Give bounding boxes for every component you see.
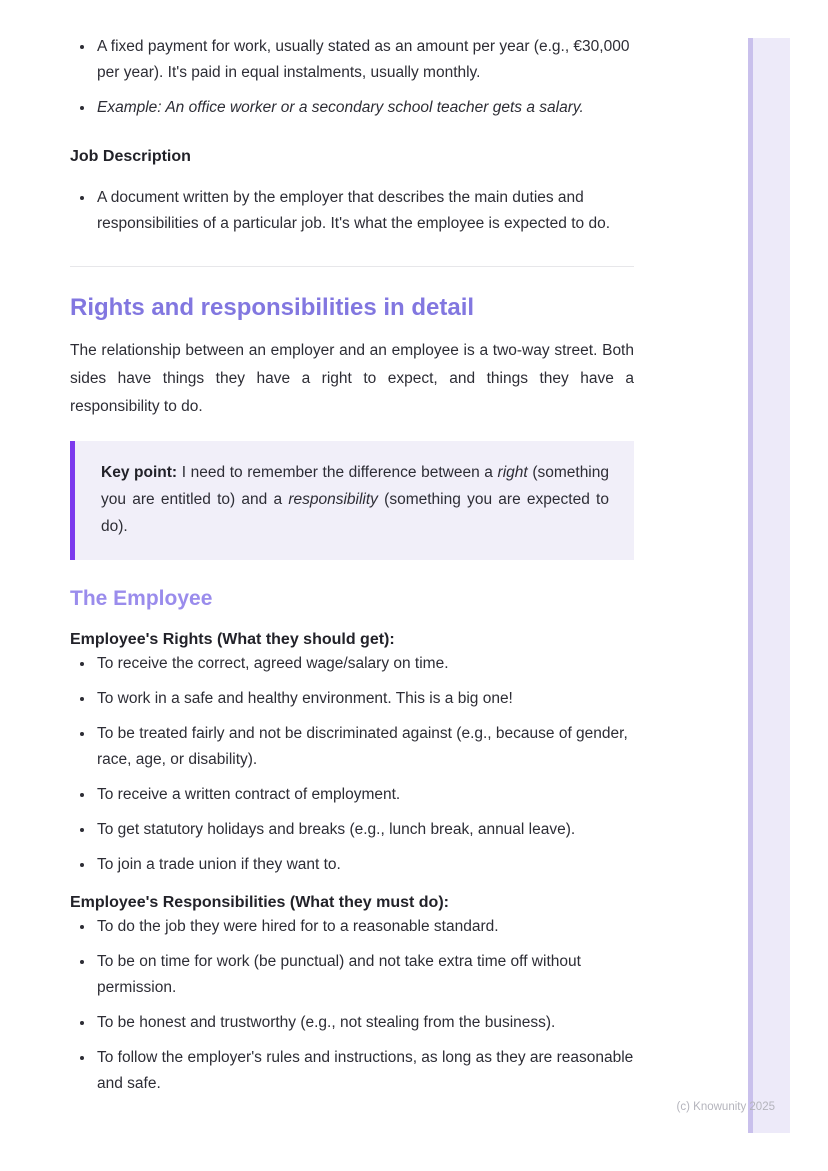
job-description-list — [70, 185, 634, 237]
key-point-text: (something you are expected to do). — [101, 491, 609, 535]
rights-detail-intro: The relationship between an employer and an employee is a two-way street. Both sides have things they have a right to expect, and things they have a responsibility to do. — [70, 342, 634, 415]
salary-definition-list — [70, 34, 634, 121]
key-point-label: Key point: — [101, 464, 178, 481]
key-point-italic-term: responsibility — [288, 491, 378, 508]
copyright-notice: (c) Knowunity 2025 — [676, 1101, 775, 1113]
section-divider — [70, 266, 634, 267]
list-item: • A fixed payment for work, usually stated as an amount per year (e.g., €30,000 per year). It's paid in equal instalments, usually monthly. — [95, 34, 634, 86]
list-item: • To receive the correct, agreed wage/salary on time. — [95, 651, 634, 677]
employee-responsibilities-heading: Employee's Responsibilities (What they must do): — [70, 894, 449, 911]
page-edge-fill — [753, 38, 790, 1133]
list-item: • A document written by the employer that describes the main duties and responsibilities of a particular job. It's what the employee is expected to do. — [95, 185, 634, 237]
employee-rights-list — [70, 651, 634, 878]
list-item: • To get statutory holidays and breaks (e.g., lunch break, annual leave). — [95, 817, 634, 843]
employee-heading: The Employee — [70, 587, 213, 610]
document-content — [70, 0, 634, 1097]
list-item: • To be honest and trustworthy (e.g., not stealing from the business). — [95, 1010, 634, 1036]
key-point-text: I need to remember the difference between a — [177, 464, 498, 481]
key-point-text: (something you are entitled to) and a — [101, 464, 609, 508]
key-point-italic-term: right — [497, 464, 528, 481]
rights-detail-heading: Rights and responsibilities in detail — [70, 294, 475, 321]
list-item: • To receive a written contract of employment. — [95, 782, 634, 808]
key-point-callout — [70, 441, 634, 560]
page-edge-decoration — [748, 38, 790, 1133]
list-item: • To join a trade union if they want to. — [95, 852, 634, 878]
list-item-example: • Example: An office worker or a secondary school teacher gets a salary. — [95, 95, 634, 121]
list-item: • To work in a safe and healthy environment. This is a big one! — [95, 686, 634, 712]
job-description-heading: Job Description — [70, 148, 191, 165]
list-item: • To be on time for work (be punctual) and not take extra time off without permission. — [95, 949, 634, 1001]
employee-responsibilities-list — [70, 914, 634, 1097]
list-item: • To follow the employer's rules and instructions, as long as they are reasonable and safe. — [95, 1045, 634, 1097]
employee-rights-heading: Employee's Rights (What they should get): — [70, 631, 395, 648]
list-item: • To do the job they were hired for to a reasonable standard. — [95, 914, 634, 940]
list-item: • To be treated fairly and not be discriminated against (e.g., because of gender, race, age, or disability). — [95, 721, 634, 773]
